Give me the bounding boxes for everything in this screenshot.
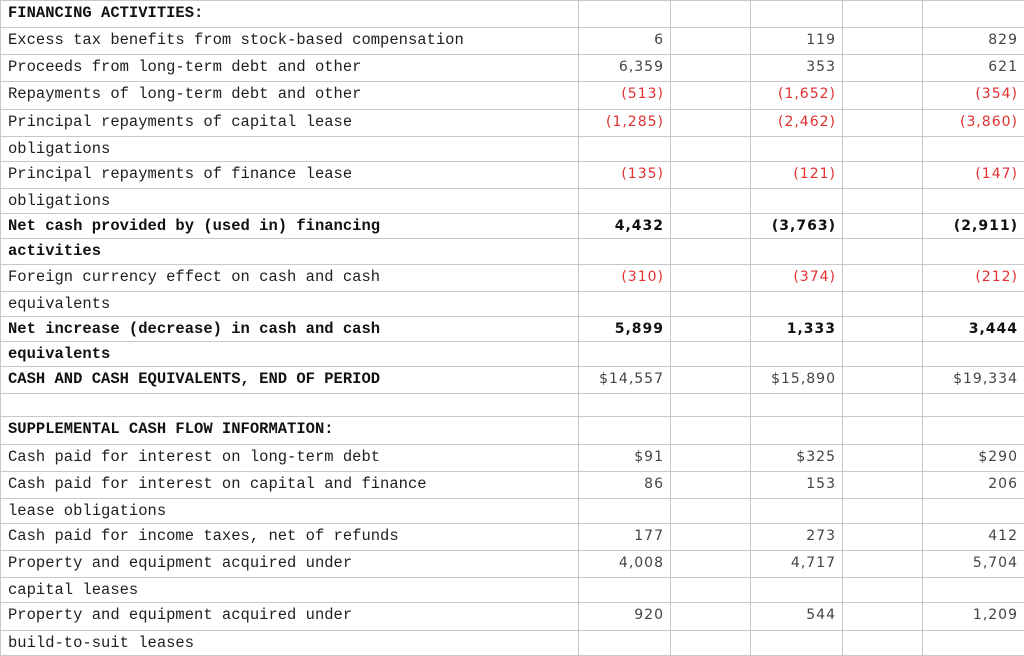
empty-cell[interactable]: [843, 55, 923, 82]
empty-cell[interactable]: [923, 394, 1024, 417]
table-row: [1, 630, 1024, 655]
value-cell[interactable]: $325: [751, 444, 843, 471]
table-row: [1, 28, 1024, 55]
empty-cell[interactable]: [751, 239, 843, 264]
value-cell[interactable]: 153: [751, 471, 843, 498]
empty-cell[interactable]: [843, 264, 923, 291]
table-row: [1, 189, 1024, 214]
empty-cell[interactable]: [579, 291, 671, 316]
row-label-continued[interactable]: equivalents: [1, 291, 579, 316]
table-row: [1, 444, 1024, 471]
empty-cell[interactable]: [843, 367, 923, 394]
empty-cell[interactable]: [843, 341, 923, 366]
empty-cell[interactable]: [843, 471, 923, 498]
empty-cell[interactable]: [1, 394, 579, 417]
empty-cell[interactable]: [843, 551, 923, 578]
row-label-continued[interactable]: capital leases: [1, 578, 579, 603]
value-cell[interactable]: (135): [579, 161, 671, 188]
empty-cell[interactable]: [843, 136, 923, 161]
empty-cell[interactable]: [923, 1, 1024, 28]
table-row: [1, 471, 1024, 498]
value-cell[interactable]: 412: [923, 523, 1024, 550]
value-cell[interactable]: (1,652): [751, 82, 843, 109]
empty-cell[interactable]: [671, 55, 751, 82]
empty-cell[interactable]: [751, 394, 843, 417]
value-cell[interactable]: 920: [579, 603, 671, 630]
supplemental-heading[interactable]: SUPPLEMENTAL CASH FLOW INFORMATION:: [1, 417, 579, 444]
row-label[interactable]: Cash paid for interest on long-term debt: [1, 444, 579, 471]
empty-cell[interactable]: [751, 189, 843, 214]
empty-cell[interactable]: [671, 523, 751, 550]
empty-cell[interactable]: [671, 136, 751, 161]
value-cell[interactable]: (310): [579, 264, 671, 291]
table-row: [1, 161, 1024, 188]
value-cell[interactable]: (3,860): [923, 109, 1024, 136]
row-label-continued[interactable]: lease obligations: [1, 498, 579, 523]
empty-cell[interactable]: [923, 239, 1024, 264]
empty-cell[interactable]: [843, 291, 923, 316]
empty-cell[interactable]: [579, 498, 671, 523]
value-cell[interactable]: (2,462): [751, 109, 843, 136]
empty-cell[interactable]: [843, 1, 923, 28]
table-row: [1, 214, 1024, 239]
value-cell[interactable]: 5,899: [579, 316, 671, 341]
empty-cell[interactable]: [843, 444, 923, 471]
value-cell[interactable]: 4,432: [579, 214, 671, 239]
empty-cell[interactable]: [671, 291, 751, 316]
value-cell[interactable]: (513): [579, 82, 671, 109]
value-cell[interactable]: 3,444: [923, 316, 1024, 341]
value-cell[interactable]: $290: [923, 444, 1024, 471]
financing-heading[interactable]: FINANCING ACTIVITIES:: [1, 1, 579, 28]
value-cell[interactable]: 6: [579, 28, 671, 55]
value-cell[interactable]: (2,911): [923, 214, 1024, 239]
empty-cell[interactable]: [751, 341, 843, 366]
empty-cell[interactable]: [579, 189, 671, 214]
table-row: [1, 578, 1024, 603]
empty-cell[interactable]: [923, 498, 1024, 523]
empty-cell[interactable]: [923, 291, 1024, 316]
empty-cell[interactable]: [579, 341, 671, 366]
value-cell[interactable]: (1,285): [579, 109, 671, 136]
value-cell[interactable]: 5,704: [923, 551, 1024, 578]
empty-cell[interactable]: [751, 578, 843, 603]
empty-cell[interactable]: [579, 417, 671, 444]
row-label[interactable]: Cash paid for income taxes, net of refunds: [1, 523, 579, 550]
empty-cell[interactable]: [843, 603, 923, 630]
row-label[interactable]: Foreign currency effect on cash and cash: [1, 264, 579, 291]
row-label[interactable]: Principal repayments of capital lease: [1, 109, 579, 136]
table-row: [1, 55, 1024, 82]
value-cell[interactable]: 621: [923, 55, 1024, 82]
empty-cell[interactable]: [843, 630, 923, 655]
empty-cell[interactable]: [843, 189, 923, 214]
empty-cell[interactable]: [671, 578, 751, 603]
row-label[interactable]: Proceeds from long-term debt and other: [1, 55, 579, 82]
table-row: [1, 551, 1024, 578]
row-label[interactable]: CASH AND CASH EQUIVALENTS, END OF PERIOD: [1, 367, 579, 394]
value-cell[interactable]: (212): [923, 264, 1024, 291]
value-cell[interactable]: 273: [751, 523, 843, 550]
row-label-continued[interactable]: activities: [1, 239, 579, 264]
empty-cell[interactable]: [671, 603, 751, 630]
empty-cell[interactable]: [671, 341, 751, 366]
table-row: [1, 1, 1024, 28]
empty-cell[interactable]: [671, 109, 751, 136]
empty-cell[interactable]: [671, 264, 751, 291]
empty-cell[interactable]: [579, 578, 671, 603]
empty-cell[interactable]: [923, 578, 1024, 603]
row-label-continued[interactable]: equivalents: [1, 341, 579, 366]
row-label-continued[interactable]: obligations: [1, 189, 579, 214]
empty-cell[interactable]: [843, 578, 923, 603]
empty-cell[interactable]: [671, 28, 751, 55]
empty-cell[interactable]: [671, 630, 751, 655]
empty-cell[interactable]: [579, 136, 671, 161]
empty-cell[interactable]: [751, 417, 843, 444]
empty-cell[interactable]: [671, 1, 751, 28]
value-cell[interactable]: (374): [751, 264, 843, 291]
table-row: [1, 498, 1024, 523]
empty-cell[interactable]: [843, 316, 923, 341]
empty-cell[interactable]: [751, 630, 843, 655]
row-label[interactable]: Principal repayments of finance lease: [1, 161, 579, 188]
empty-cell[interactable]: [843, 161, 923, 188]
table-row: [1, 603, 1024, 630]
value-cell[interactable]: (121): [751, 161, 843, 188]
empty-cell[interactable]: [923, 341, 1024, 366]
table-row: [1, 82, 1024, 109]
value-cell[interactable]: $15,890: [751, 367, 843, 394]
empty-cell[interactable]: [671, 82, 751, 109]
table-row: [1, 239, 1024, 264]
empty-cell[interactable]: [579, 239, 671, 264]
value-cell[interactable]: 1,209: [923, 603, 1024, 630]
table-row: [1, 341, 1024, 366]
empty-cell[interactable]: [671, 444, 751, 471]
value-cell[interactable]: 1,333: [751, 316, 843, 341]
value-cell[interactable]: (147): [923, 161, 1024, 188]
empty-cell[interactable]: [843, 417, 923, 444]
value-cell[interactable]: 86: [579, 471, 671, 498]
value-cell[interactable]: 6,359: [579, 55, 671, 82]
value-cell[interactable]: $91: [579, 444, 671, 471]
table-row: [1, 264, 1024, 291]
empty-cell[interactable]: [671, 417, 751, 444]
empty-cell[interactable]: [751, 291, 843, 316]
value-cell[interactable]: $19,334: [923, 367, 1024, 394]
empty-cell[interactable]: [923, 630, 1024, 655]
table-row: [1, 523, 1024, 550]
row-label[interactable]: Property and equipment acquired under: [1, 551, 579, 578]
value-cell[interactable]: 4,717: [751, 551, 843, 578]
empty-cell[interactable]: [579, 1, 671, 28]
table-row: [1, 367, 1024, 394]
empty-cell[interactable]: [579, 630, 671, 655]
value-cell[interactable]: (354): [923, 82, 1024, 109]
empty-cell[interactable]: [671, 161, 751, 188]
empty-cell[interactable]: [671, 471, 751, 498]
row-label[interactable]: Property and equipment acquired under: [1, 603, 579, 630]
empty-cell[interactable]: [751, 498, 843, 523]
table-row: [1, 316, 1024, 341]
empty-cell[interactable]: [843, 394, 923, 417]
empty-cell[interactable]: [751, 136, 843, 161]
value-cell[interactable]: 177: [579, 523, 671, 550]
empty-cell[interactable]: [843, 214, 923, 239]
value-cell[interactable]: 544: [751, 603, 843, 630]
table-row: [1, 417, 1024, 444]
empty-cell[interactable]: [751, 1, 843, 28]
empty-cell[interactable]: [843, 28, 923, 55]
empty-cell[interactable]: [923, 189, 1024, 214]
value-cell[interactable]: 4,008: [579, 551, 671, 578]
table-row: [1, 136, 1024, 161]
empty-cell[interactable]: [671, 189, 751, 214]
table-row: [1, 291, 1024, 316]
empty-cell[interactable]: [923, 136, 1024, 161]
empty-cell[interactable]: [843, 523, 923, 550]
row-label[interactable]: Net increase (decrease) in cash and cash: [1, 316, 579, 341]
value-cell[interactable]: 206: [923, 471, 1024, 498]
empty-cell[interactable]: [671, 367, 751, 394]
row-label[interactable]: Repayments of long-term debt and other: [1, 82, 579, 109]
empty-cell[interactable]: [843, 82, 923, 109]
table-row: [1, 394, 1024, 417]
table-row: [1, 109, 1024, 136]
value-cell[interactable]: 829: [923, 28, 1024, 55]
empty-cell[interactable]: [843, 239, 923, 264]
empty-cell[interactable]: [923, 417, 1024, 444]
empty-cell[interactable]: [579, 394, 671, 417]
empty-cell[interactable]: [671, 394, 751, 417]
empty-cell[interactable]: [843, 498, 923, 523]
value-cell[interactable]: $14,557: [579, 367, 671, 394]
empty-cell[interactable]: [671, 214, 751, 239]
row-label[interactable]: Cash paid for interest on capital and finance: [1, 471, 579, 498]
row-label-continued[interactable]: obligations: [1, 136, 579, 161]
empty-cell[interactable]: [671, 316, 751, 341]
row-label-continued[interactable]: build-to-suit leases: [1, 630, 579, 655]
value-cell[interactable]: (3,763): [751, 214, 843, 239]
empty-cell[interactable]: [671, 498, 751, 523]
empty-cell[interactable]: [843, 109, 923, 136]
value-cell[interactable]: 119: [751, 28, 843, 55]
row-label[interactable]: Net cash provided by (used in) financing: [1, 214, 579, 239]
empty-cell[interactable]: [671, 551, 751, 578]
value-cell[interactable]: 353: [751, 55, 843, 82]
row-label[interactable]: Excess tax benefits from stock-based compensation: [1, 28, 579, 55]
empty-cell[interactable]: [671, 239, 751, 264]
